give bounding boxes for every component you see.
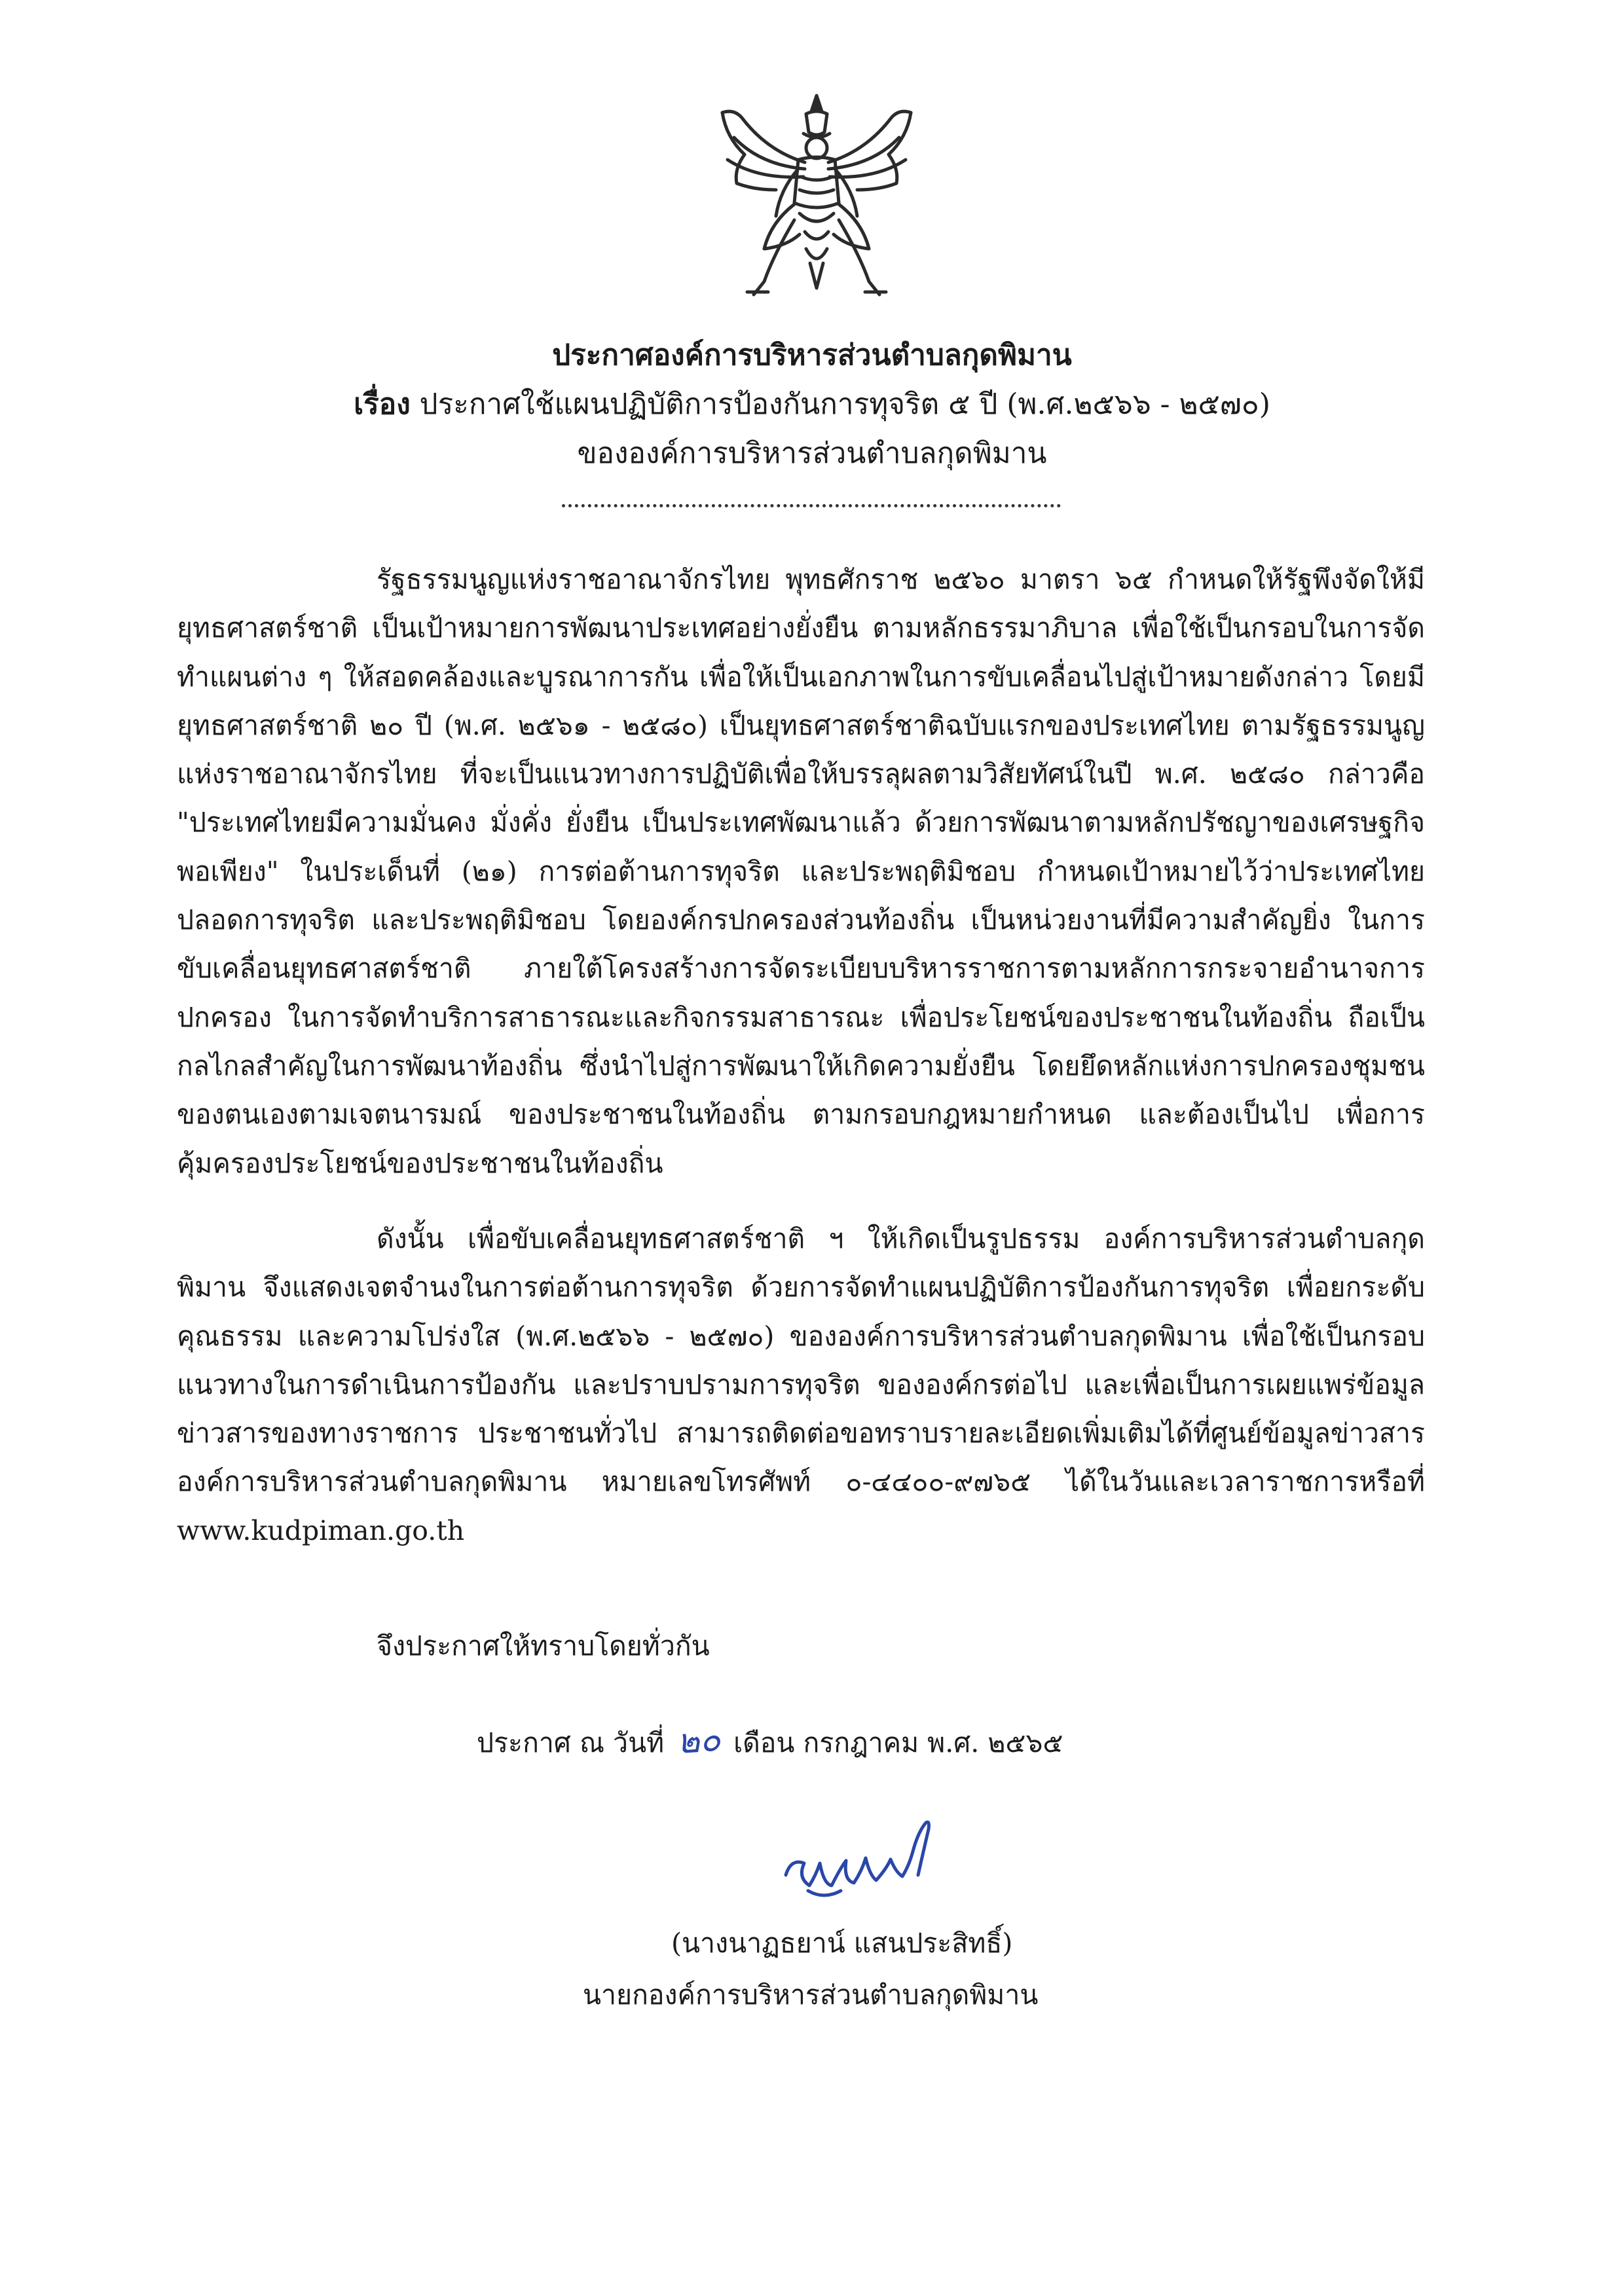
date-prefix: ประกาศ ณ วันที่ — [477, 1727, 665, 1758]
handwritten-signature-icon — [778, 1812, 948, 1904]
garuda-emblem-icon — [708, 92, 925, 308]
announcement-date — [477, 1720, 1063, 1764]
subject-text: ประกาศใช้แผนปฏิบัติการป้องกันการทุจริต ๕ ปี (พ.ศ.๒๕๖๖ - ๒๕๗๐) — [410, 388, 1270, 421]
signer-position: นายกองค์การบริหารส่วนตำบลกุดพิมาน — [583, 1979, 1039, 2011]
announcement-subject — [0, 384, 1624, 426]
closing-statement: จึงประกาศให้ทราบโดยทั่วกัน — [377, 1630, 710, 1662]
body-paragraph-1: รัฐธรรมนูญแห่งราชอาณาจักรไทย พุทธศักราช ๒๕๖๐ มาตรา ๖๕ กำหนดให้รัฐพึงจัดให้มียุทธศาสตร์ชาติ เป็นเป้าหมายการพัฒนาประเทศอย่างยั่งยืน ตามหลักธรรมาภิบาล เพื่อใช้เป็นกรอบในการจัดทำแผนต่าง ๆ ให้สอดคล้องและบูรณาการกัน เพื่อให้เป็นเอกภาพในการขับเคลื่อนไปสู่เป้าหมายดังกล่าว โดยมียุทธศาสตร์ชาติ ๒๐ ปี (พ.ศ. ๒๕๖๑ - ๒๕๘๐) เป็นยุทธศาสตร์ชาติฉบับแรกของประเทศไทย ตามรัฐธรรมนูญแห่งราชอาณาจักรไทย ที่จะเป็นแนวทางการปฏิบัติเพื่อให้บรรลุผลตามวิสัยทัศน์ในปี พ.ศ. ๒๕๘๐ กล่าวคือ "ประเทศไทยมีความมั่นคง มั่งคั่ง ยั่งยืน เป็นประเทศพัฒนาแล้ว ด้วยการพัฒนาตามหลักปรัชญาของเศรษฐกิจพอเพียง" ในประเด็นที่ (๒๑) การต่อต้านการทุจริต และประพฤติมิชอบ กำหนดเป้าหมายไว้ว่าประเทศไทยปลอดการทุจริต และประพฤติมิชอบ โดยองค์กรปกครองส่วนท้องถิ่น เป็นหน่วยงานที่มีความสำคัญยิ่ง ในการขับเคลื่อนยุทธศาสตร์ชาติ ภายใต้โครงสร้างการจัดระเบียบบริหารราชการตามหลักการกระจายอำนาจการปกครอง ในการจัดทำบริการสาธารณะและกิจกรรมสาธารณะ เพื่อประโยชน์ของประชาชนในท้องถิ่น ถือเป็นกลไกลสำคัญในการพัฒนาท้องถิ่น ซึ่งนำไปสู่การพัฒนาให้เกิดความยั่งยืน โดยยึดหลักแห่งการปกครองชุมชนของตนเองตามเจตนารมณ์ ของประชาชนในท้องถิ่น ตามกรอบกฎหมายกำหนด และต้องเป็นไป เพื่อการคุ้มครองประโยชน์ของประชาชนในท้องถิ่น — [177, 564, 1425, 1179]
date-suffix: เดือน กรกฎาคม พ.ศ. ๒๕๖๕ — [733, 1727, 1063, 1758]
signer-name: (นางนาฏธยาน์ แสนประสิทธิ์) — [671, 1927, 1013, 1959]
announcement-subject-line2: ขององค์การบริหารส่วนตำบลกุดพิมาน — [577, 437, 1047, 470]
date-day-handwritten: ๒๐ — [676, 1719, 722, 1762]
dotted-divider — [562, 504, 1061, 507]
subject-label: เรื่อง — [354, 388, 411, 421]
announcement-title: ประกาศองค์การบริหารส่วนตำบลกุดพิมาน — [552, 338, 1072, 372]
body-paragraph-2: ดังนั้น เพื่อขับเคลื่อนยุทธศาสตร์ชาติ ฯ ให้เกิดเป็นรูปธรรม องค์การบริหารส่วนตำบลกุดพิมาน จึงแสดงเจตจำนงในการต่อต้านการทุจริต ด้วยการจัดทำแผนปฏิบัติการป้องกันการทุจริต เพื่อยกระดับคุณธรรม และความโปร่งใส (พ.ศ.๒๕๖๖ - ๒๕๗๐) ขององค์การบริหารส่วนตำบลกุดพิมาน เพื่อใช้เป็นกรอบแนวทางในการดำเนินการป้องกัน และปราบปรามการทุจริต ขององค์กรต่อไป และเพื่อเป็นการเผยแพร่ข้อมูลข่าวสารของทางราชการ ประชาชนทั่วไป สามารถติดต่อขอทราบรายละเอียดเพิ่มเติมได้ที่ศูนย์ข้อมูลข่าวสารองค์การบริหารส่วนตำบลกุดพิมาน หมายเลขโทรศัพท์ ๐-๔๔๐๐-๙๗๖๕ ได้ในวันและเวลาราชการหรือที่ www.kudpiman.go.th — [177, 1223, 1425, 1546]
